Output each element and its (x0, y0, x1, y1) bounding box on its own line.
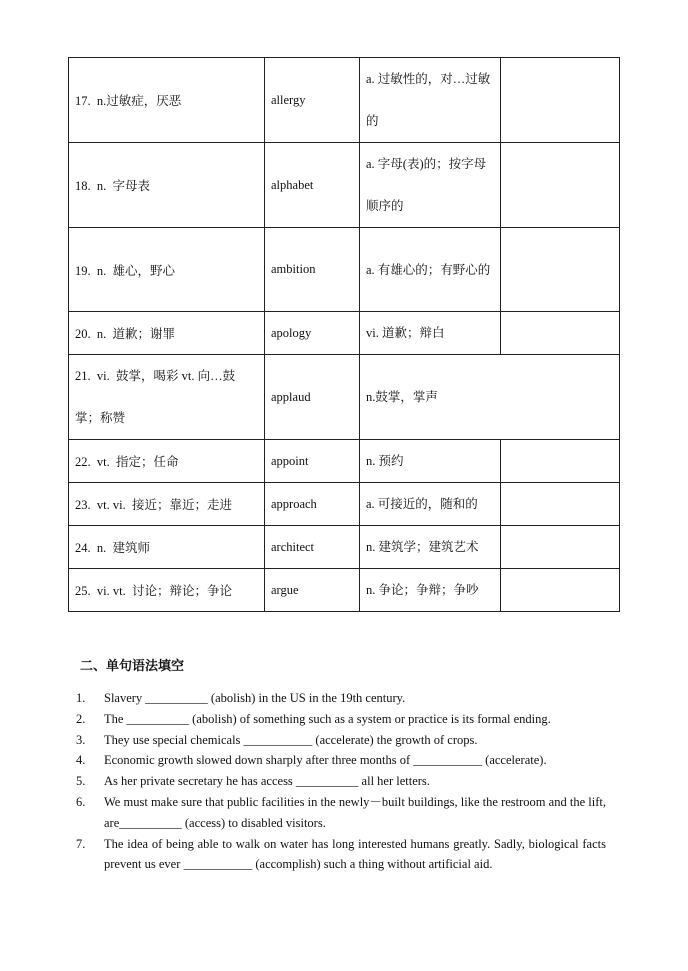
section-title: 二、单句语法填空 (80, 659, 185, 674)
table-row (69, 569, 620, 612)
cell-meaning: 25. vi. vt. 讨论；辩论；争论 (69, 569, 265, 612)
cell-meaning: 24. n. 建筑师 (69, 526, 265, 569)
cell-meaning: 17. n.过敏症，厌恶 (69, 58, 265, 143)
list-item: 1. Slavery __________ (abolish) in the US in the 19th century. (76, 691, 406, 705)
table-row (69, 228, 620, 312)
cell-derivative: vi. 道歉；辩白 (360, 312, 501, 355)
cell-meaning: 23. vt. vi. 接近；靠近；走进 (69, 483, 265, 526)
cell-word: allergy (265, 58, 360, 143)
cell-derivative: a. 有雄心的；有野心的 (360, 228, 501, 312)
cell-word: argue (265, 569, 360, 612)
list-item: 3. They use special chemicals ___________ (accelerate) the growth of crops. (76, 732, 478, 747)
table-row (69, 58, 620, 143)
table-row (69, 355, 620, 440)
cell-word: applaud (265, 355, 360, 440)
exercise-list (76, 688, 606, 875)
cell-meaning: 21. vi. 鼓掌，喝彩 vt. 向…鼓掌；称赞 (69, 355, 265, 440)
cell-derivative: n. 预约 (360, 440, 501, 483)
cell-note (501, 483, 620, 526)
cell-note (501, 569, 620, 612)
table-row (69, 312, 620, 355)
cell-word: appoint (265, 440, 360, 483)
cell-word: alphabet (265, 143, 360, 228)
list-item: 6. We must make sure that public facilities in the newly－built buildings, like the restroom and the lift, are__________ (access) to disabled visitors. (76, 794, 606, 830)
list-item: 5. As her private secretary he has access __________ all her letters. (76, 774, 430, 789)
cell-derivative: a. 字母(表)的；按字母顺序的 (360, 143, 501, 228)
cell-meaning: 19. n. 雄心，野心 (69, 228, 265, 312)
cell-word: architect (265, 526, 360, 569)
table-row (69, 143, 620, 228)
cell-word: ambition (265, 228, 360, 312)
cell-derivative: a. 可接近的，随和的 (360, 483, 501, 526)
cell-derivative: a. 过敏性的，对…过敏的 (360, 58, 501, 143)
cell-note (501, 143, 620, 228)
table-row (69, 440, 620, 483)
cell-note (501, 526, 620, 569)
cell-note (501, 228, 620, 312)
list-item: 2. The __________ (abolish) of something such as a system or practice is its formal ending. (76, 711, 551, 726)
cell-note (501, 440, 620, 483)
cell-meaning: 22. vt. 指定；任命 (69, 440, 265, 483)
cell-word: approach (265, 483, 360, 526)
cell-derivative: n. 争论；争辩；争吵 (360, 569, 501, 612)
cell-word: apology (265, 312, 360, 355)
table-row (69, 526, 620, 569)
cell-meaning: 20. n. 道歉；谢罪 (69, 312, 265, 355)
vocab-table (68, 57, 620, 612)
cell-meaning: 18. n. 字母表 (69, 143, 265, 228)
cell-derivative: n. 建筑学；建筑艺术 (360, 526, 501, 569)
list-item: 7. The idea of being able to walk on water has long interested humans greatly. Sadly, biological facts prevent us ever ___________ (accomplish) such a thing without artificial aid. (76, 836, 606, 872)
cell-note (501, 312, 620, 355)
table-row (69, 483, 620, 526)
cell-note (501, 58, 620, 143)
list-item: 4. Economic growth slowed down sharply after three months of ___________ (accelerate). (76, 753, 547, 768)
cell-derivative: n.鼓掌，掌声 (360, 355, 620, 440)
